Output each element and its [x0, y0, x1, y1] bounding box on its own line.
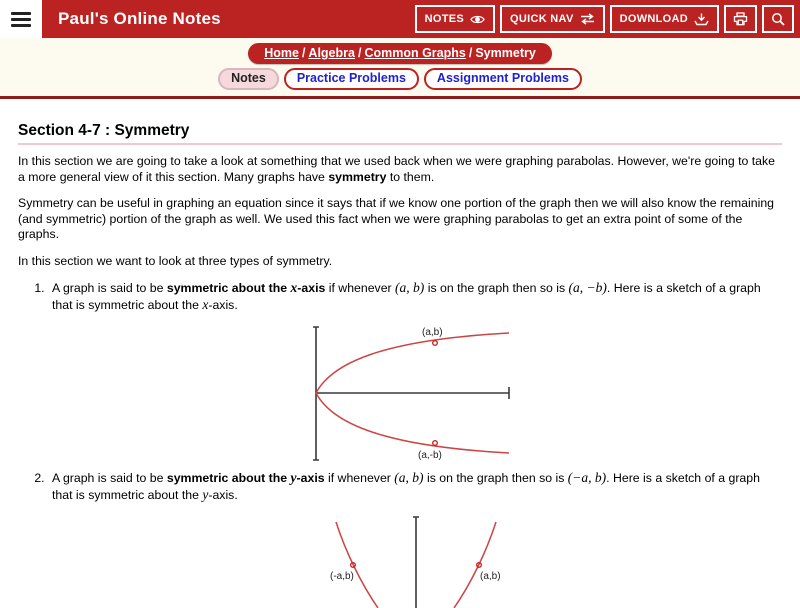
breadcrumb	[248, 43, 552, 64]
download-tray-icon	[694, 13, 709, 26]
hamburger-icon[interactable]	[11, 12, 31, 27]
breadcrumb-item-algebra[interactable]: Algebra	[308, 46, 355, 60]
curve-upper-branch	[316, 333, 509, 393]
swap-arrows-icon	[580, 13, 595, 25]
breadcrumb-separator: /	[357, 46, 362, 60]
tab-assignment-problems[interactable]: Assignment Problems	[424, 68, 582, 90]
search-button[interactable]	[762, 5, 794, 33]
page-title: Section 4-7 : Symmetry	[18, 122, 190, 139]
point-label-ab: (a,b)	[480, 571, 501, 582]
item1-mid: if whenever	[325, 281, 396, 295]
tab-practice-problems[interactable]: Practice Problems	[284, 68, 419, 90]
usefulness-paragraph: Symmetry can be useful in graphing an equation since it says that if we know one portion of the graph then we will also know the remaining (and symmetric) portion of the graph as well. We used this fact when we were graphing parabolas to get an extra point of some of the graphs.	[18, 196, 775, 241]
notes-button-label: NOTES	[424, 13, 464, 25]
item2-mid2: is on the graph then so is	[423, 471, 568, 485]
title-divider	[18, 143, 782, 145]
quick-nav-button[interactable]	[500, 5, 605, 33]
intro-text-b: to them.	[386, 169, 435, 184]
x-axis	[316, 387, 509, 399]
item1-point-1: (a, b)	[395, 280, 425, 295]
point-label-neg-a-b: (-a,b)	[330, 571, 354, 582]
list-item	[48, 280, 782, 466]
point-label-a-neg-b: (a,-b)	[418, 450, 442, 461]
main-content	[0, 99, 800, 608]
notes-button[interactable]	[415, 5, 495, 33]
item1-point-2: (a, −b)	[568, 280, 607, 295]
point-label-ab: (a,b)	[422, 327, 443, 338]
curve-right-branch	[454, 522, 496, 608]
item1-bold-a: symmetric about the	[166, 281, 291, 295]
item2-point-1: (a, b)	[394, 470, 424, 485]
item1-tail-end: -axis.	[208, 297, 238, 312]
menu-toggle-button[interactable]	[0, 0, 42, 38]
site-title: Paul's Online Notes	[58, 9, 221, 28]
download-button-label: DOWNLOAD	[619, 13, 688, 25]
item1-mid2: is on the graph then so is	[424, 281, 569, 295]
y-axis-symmetry-graph	[302, 513, 532, 608]
item2-mid: if whenever	[324, 471, 395, 485]
breadcrumb-separator: /	[301, 46, 306, 60]
intro-text-a: In this section we are going to take a look at something that we used back when we were graphing parabolas. However, we're going to take a more general view of it this section. Many graphs have	[18, 154, 776, 184]
breadcrumb-separator: /	[468, 46, 473, 60]
y-axis-symmetry-figure	[52, 513, 782, 608]
item2-bold-b: -axis	[296, 471, 325, 485]
curve-left-branch	[336, 522, 378, 608]
breadcrumb-item-symmetry: Symmetry	[475, 46, 536, 60]
top-header-bar	[0, 0, 800, 38]
download-button[interactable]	[610, 5, 719, 33]
item2-bold-a: symmetric about the	[166, 471, 291, 485]
item1-bold-b: -axis	[297, 281, 326, 295]
printer-icon	[733, 12, 748, 26]
intro-paragraph	[18, 154, 782, 185]
item2-tail-end: -axis.	[208, 487, 238, 502]
item2-point-2: (−a, b)	[567, 470, 607, 485]
item2-axis-var: y	[290, 470, 297, 485]
quick-nav-button-label: QUICK NAV	[510, 13, 574, 25]
print-button[interactable]	[724, 5, 757, 33]
item1-lead: A graph is said to be	[52, 281, 167, 295]
symmetry-types-list	[18, 280, 782, 608]
three-types-paragraph: In this section we want to look at three types of symmetry.	[18, 253, 333, 268]
item1-tail: . Here is a sketch of a graph that is symmetric about the	[52, 281, 761, 312]
item2-tail: . Here is a sketch of a graph that is symmetric about the	[52, 471, 760, 502]
point-marker-a-neg-b	[433, 441, 438, 446]
item1-axis-var: x	[290, 280, 298, 295]
tab-notes[interactable]: Notes	[218, 68, 279, 90]
symmetry-emphasis: symmetry	[328, 169, 387, 184]
item2-tail-var: y	[202, 486, 209, 502]
navigation-band	[0, 38, 800, 99]
y-axis	[413, 517, 419, 608]
eye-icon	[470, 14, 485, 25]
header-actions	[415, 5, 800, 33]
search-icon	[771, 12, 785, 26]
point-marker-ab	[433, 341, 438, 346]
item2-lead: A graph is said to be	[52, 471, 167, 485]
item1-tail-var: x	[202, 296, 209, 312]
x-axis-symmetry-figure	[52, 321, 782, 466]
list-item	[48, 470, 782, 608]
x-axis-symmetry-graph	[302, 321, 532, 466]
curve-lower-branch	[316, 393, 509, 453]
tab-bar	[0, 68, 800, 90]
breadcrumb-item-common-graphs[interactable]: Common Graphs	[364, 46, 466, 60]
breadcrumb-item-home[interactable]: Home	[264, 46, 299, 60]
